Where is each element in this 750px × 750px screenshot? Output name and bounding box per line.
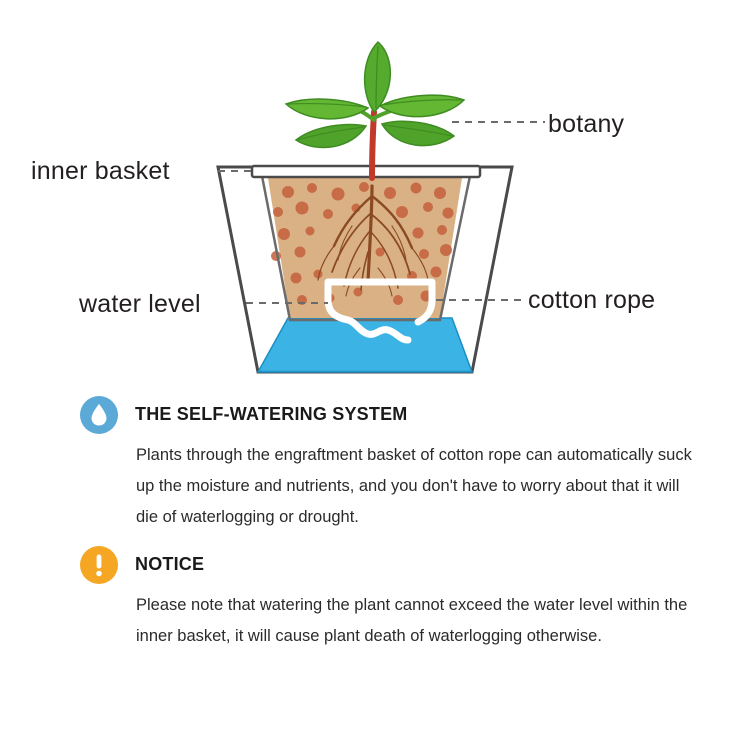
section-header — [80, 396, 700, 440]
leaf-lower-right — [382, 121, 454, 145]
water-reservoir — [258, 318, 472, 372]
section-title: NOTICE — [135, 554, 205, 574]
water-drop-icon — [80, 396, 118, 434]
leaf-upper-right — [380, 95, 464, 116]
section-body — [136, 590, 700, 652]
section-body-text: Please note that watering the plant cannot exceed the water level within the inner basket, it will cause plant death of waterlogging otherwise. — [136, 596, 688, 645]
label-inner-basket: inner basket — [31, 157, 170, 185]
label-cotton-rope: cotton rope — [528, 286, 656, 314]
section-body-text: Plants through the engraftment basket of cotton rope can automatically suck up the moisture and nutrients, and you don't have to worry about that it will die of waterlogging or drought. — [136, 446, 692, 526]
section-body — [136, 440, 700, 533]
section-self-watering-system — [80, 396, 700, 533]
info-panel — [0, 388, 750, 750]
exclamation-icon — [80, 546, 118, 584]
leaf-upper-left — [286, 99, 368, 119]
section-title: THE SELF-WATERING SYSTEM — [135, 404, 408, 424]
section-notice — [80, 546, 700, 652]
label-botany: botany — [548, 110, 625, 138]
section-header — [80, 546, 700, 590]
inner-basket-rim — [252, 166, 480, 177]
label-water-level: water level — [79, 290, 201, 318]
